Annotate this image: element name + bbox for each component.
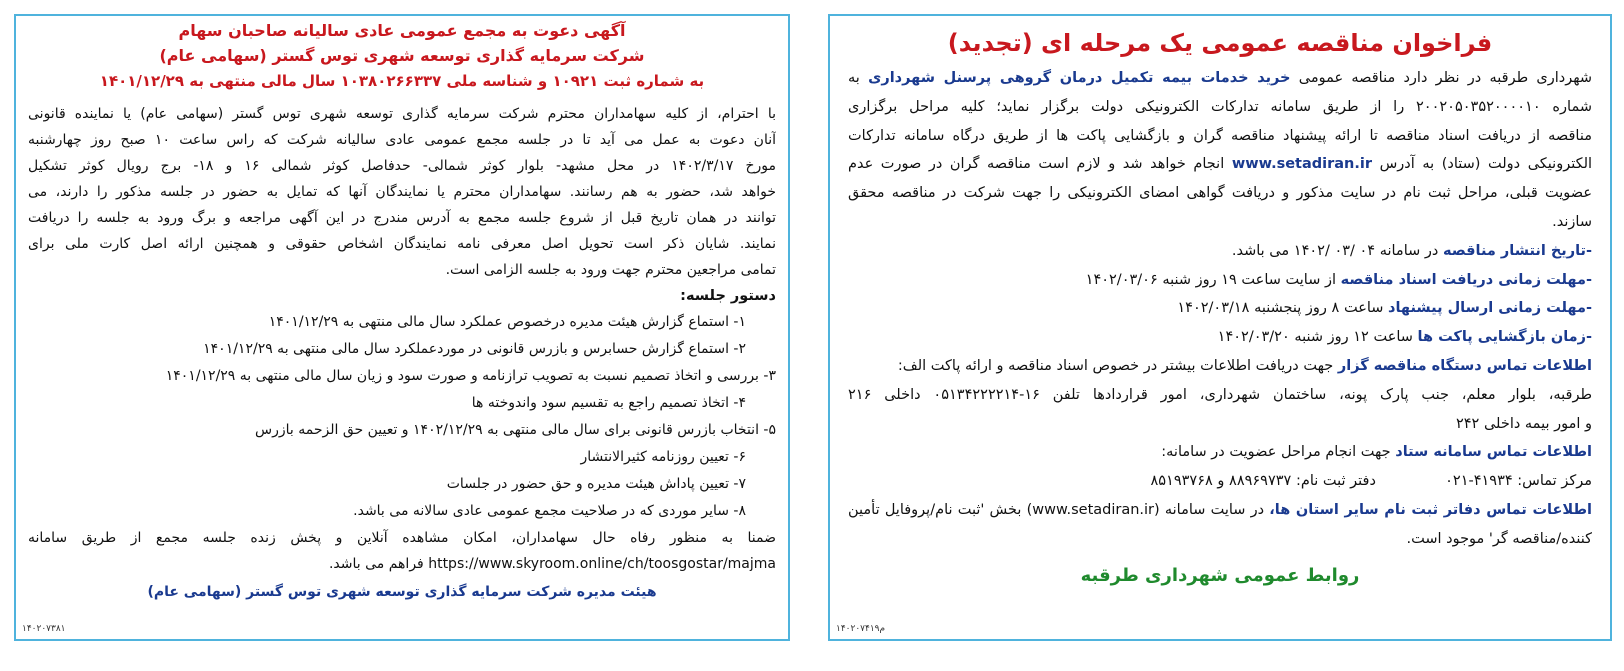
contact-line xyxy=(848,352,1592,381)
agenda-item: ۸- سایر موردی که در صلاحیت مجمع عمومی عادی سالانه می باشد. xyxy=(353,503,746,519)
body-line: آنان دعوت به عمل می آید تا در جلسه مجمع عمومی عادی سالیانه شرکت که راس ساعت ۱۰ صبح روز چهارشنبه xyxy=(28,132,776,148)
website-line-a: الکترونیکی دولت (ستاد) به آدرس xyxy=(1379,156,1592,173)
item-label: -تاریخ انتشار مناقصه xyxy=(1442,242,1592,259)
center-contact: مرکز تماس: ۴۱۹۳۴-۰۲۱ xyxy=(1445,473,1592,490)
item-text: در سامانه ۰۴ /۰۳ /۱۴۰۲ می باشد. xyxy=(1231,242,1439,259)
tender-title: فراخوان مناقصه عمومی یک مرحله ای (تجدید) xyxy=(947,29,1493,57)
assembly-notice xyxy=(14,14,790,641)
item-text: از سایت ساعت ۱۹ روز شنبه ۱۴۰۲/۰۳/۰۶ xyxy=(1085,271,1336,288)
address-line: و امور بیمه داخلی ۲۴۲ xyxy=(1455,415,1592,432)
stream-tail: فراهم می باشد. xyxy=(328,556,424,572)
body-line: تمامی مراجعین محترم جهت ورود به جلسه الزامی است. xyxy=(445,262,776,278)
agenda-title: دستور جلسه: xyxy=(680,288,776,304)
agenda-item: ۳- بررسی و اتخاذ تصمیم نسبت به تصویب ترازنامه و صورت سود و زیان سال مالی منتهی به ۱۴۰۱/۱۲/۲۹ xyxy=(165,368,776,384)
tender-item xyxy=(848,266,1592,295)
contact-label: اطلاعات تماس دستگاه مناقصه گزار xyxy=(1337,357,1592,374)
assembly-body xyxy=(28,101,776,283)
registration-info: به شماره ثبت ۱۰۹۲۱ و شناسه ملی ۱۰۳۸۰۲۶۶۳۳۷ سال مالی منتهی به ۱۴۰۱/۱۲/۲۹ xyxy=(99,72,705,90)
contact-text: جهت دریافت اطلاعات بیشتر در خصوص اسناد مناقصه و ارائه پاکت الف: xyxy=(897,357,1334,374)
agenda-list xyxy=(28,309,776,525)
item-label: -مهلت زمانی دریافت اسناد مناقصه xyxy=(1340,271,1592,288)
agenda-item: ۶- تعیین روزنامه کثیرالانتشار xyxy=(580,449,746,465)
tender-notice xyxy=(828,14,1612,641)
stream-note xyxy=(28,525,776,577)
provinces-line xyxy=(848,496,1592,525)
tender-intro-line: شماره ۲۰۰۲۰۵۰۳۵۲۰۰۰۰۱۰ را از طریق سامانه تدارکات الکترونیکی دولت برگزار نماید؛ کلیه مراحل برگزاری xyxy=(848,98,1592,115)
stream-line xyxy=(28,551,776,577)
tender-item xyxy=(848,294,1592,323)
tender-intro-line: سازند. xyxy=(1552,213,1592,230)
body-line: نمایند. شایان ذکر است تحویل اصل معرفی نامه نمایندگان اشخاص حقوقی و همچنین ارائه اصل کارت ملی برای xyxy=(28,236,776,252)
ad-code: ۱۴۰۲۰۷۳۸۱ xyxy=(22,624,66,634)
tender-body xyxy=(848,64,1592,554)
setad-line xyxy=(848,438,1592,467)
intro-tail: به xyxy=(848,70,860,86)
setad-text: جهت انجام مراحل عضویت در سامانه: xyxy=(1161,444,1391,461)
address-line: طرقبه، بلوار معلم، جنب پارک پونه، ساختمان شهرداری، امور قراردادها تلفن ۱۶-۰۵۱۳۴۲۲۲۲۱۴ داخلی ۲۱۶ xyxy=(848,386,1592,403)
intro-lead: شهرداری طرقبه در نظر دارد مناقصه عمومی xyxy=(1298,70,1592,86)
item-text: ساعت ۱۲ روز شنبه ۱۴۰۲/۰۳/۲۰ xyxy=(1217,329,1413,346)
tender-item xyxy=(848,323,1592,352)
tender-intro-line xyxy=(848,150,1592,179)
body-line: توانند در همان تاریخ قبل از شروع جلسه مجمع به آدرس مندرج در این آگهی مراجعه و برگ ورود به جلسه را دریافت xyxy=(28,210,776,226)
tender-signature: روابط عمومی شهرداری طرقبه xyxy=(1080,564,1360,586)
intro-subject: خرید خدمات بیمه تکمیل درمان گروهی پرسنل شهرداری xyxy=(868,70,1291,86)
item-text: ساعت ۸ روز پنجشنبه ۱۴۰۲/۰۳/۱۸ xyxy=(1177,300,1384,317)
tender-intro-line: عضویت قبلی، مراحل ثبت نام در سایت مذکور و دریافت گواهی امضای الکترونیکی را جهت شرکت در مناقصه محقق xyxy=(848,185,1592,202)
agenda-item: ۵- انتخاب بازرس قانونی برای سال مالی منتهی به ۱۴۰۲/۱۲/۲۹ و تعیین حق الزحمه بازرس xyxy=(255,422,776,438)
board-signature: هیئت مدیره شرکت سرمایه گذاری توسعه شهری توس گستر (سهامی عام) xyxy=(147,584,657,600)
website-link[interactable]: www.setadiran.ir xyxy=(1231,156,1373,173)
provinces-label: اطلاعات تماس دفاتر ثبت نام سایر استان ها، xyxy=(1269,501,1592,518)
tender-intro-line xyxy=(848,64,1592,93)
company-name: شرکت سرمایه گذاری توسعه شهری توس گستر (سهامی عام) xyxy=(159,46,645,65)
stream-line: ضمنا به منظور رفاه حال سهامداران، امکان مشاهده آنلاین و پخش زنده جلسه مجمع از طریق سامانه xyxy=(28,530,776,546)
agenda-item: ۷- تعیین پاداش هیئت مدیره و حق حضور در جلسات xyxy=(446,476,746,492)
ad-code: ۱۴۰۲۰۷۴۱۹م xyxy=(836,624,886,634)
item-label: -زمان بازگشایی پاکت ها xyxy=(1417,329,1592,346)
body-line: با احترام، از کلیه سهامداران محترم شرکت سرمایه گذاری توسعه شهری توس گستر (سهامی عام) یا نماینده قانونی xyxy=(28,106,776,122)
website-line-b: انجام خواهد شد و لازم است مناقصه گران در صورت عدم xyxy=(848,156,1225,173)
tender-intro-line: مناقصه از دریافت اسناد مناقصه تا ارائه پیشنهاد مناقصه گران و بازگشایی پاکت ها از طریق درگاه سامانه تدارکات xyxy=(848,127,1592,144)
tender-item xyxy=(848,237,1592,266)
item-label: -مهلت زمانی ارسال پیشنهاد xyxy=(1388,300,1592,317)
agenda-item: ۲- استماع گزارش حسابرس و بازرس قانونی در موردعملکرد سال مالی منتهی به ۱۴۰۱/۱۲/۲۹ xyxy=(203,341,746,357)
body-line: خواهد شد، حضور به هم رسانند. سهامداران محترم یا نمایندگان آنها که تمایل به حضور در جلسه مذکور را دارند، می xyxy=(28,184,776,200)
agenda-item: ۱- استماع گزارش هیئت مدیره درخصوص عملکرد سال مالی منتهی به ۱۴۰۱/۱۲/۲۹ xyxy=(268,314,746,330)
assembly-title: آگهی دعوت به مجمع عمومی عادی سالیانه صاحبان سهام xyxy=(178,21,626,40)
provinces-line: کننده/مناقصه گر' موجود است. xyxy=(1406,530,1592,547)
body-line: مورخ ۱۴۰۲/۳/۱۷ در محل مشهد- بلوار کوثر شمالی- حدفاصل کوثر شمالی ۱۶ و ۱۸- برج رویال کوثر تشکیل xyxy=(28,158,776,174)
agenda-item: ۴- اتخاذ تصمیم راجع به تقسیم سود واندوخته ها xyxy=(471,395,746,411)
stream-url[interactable]: https://www.skyroom.online/ch/toosgostar/majma xyxy=(428,556,776,572)
setad-label: اطلاعات تماس سامانه ستاد xyxy=(1395,444,1592,461)
provinces-text: در سایت سامانه (www.setadiran.ir) بخش 'ثبت نام/پروفایل تأمین xyxy=(848,501,1265,518)
registry-office: دفتر ثبت نام: ۸۸۹۶۹۷۳۷ و ۸۵۱۹۳۷۶۸ xyxy=(1150,473,1376,490)
setad-phones xyxy=(848,467,1592,496)
